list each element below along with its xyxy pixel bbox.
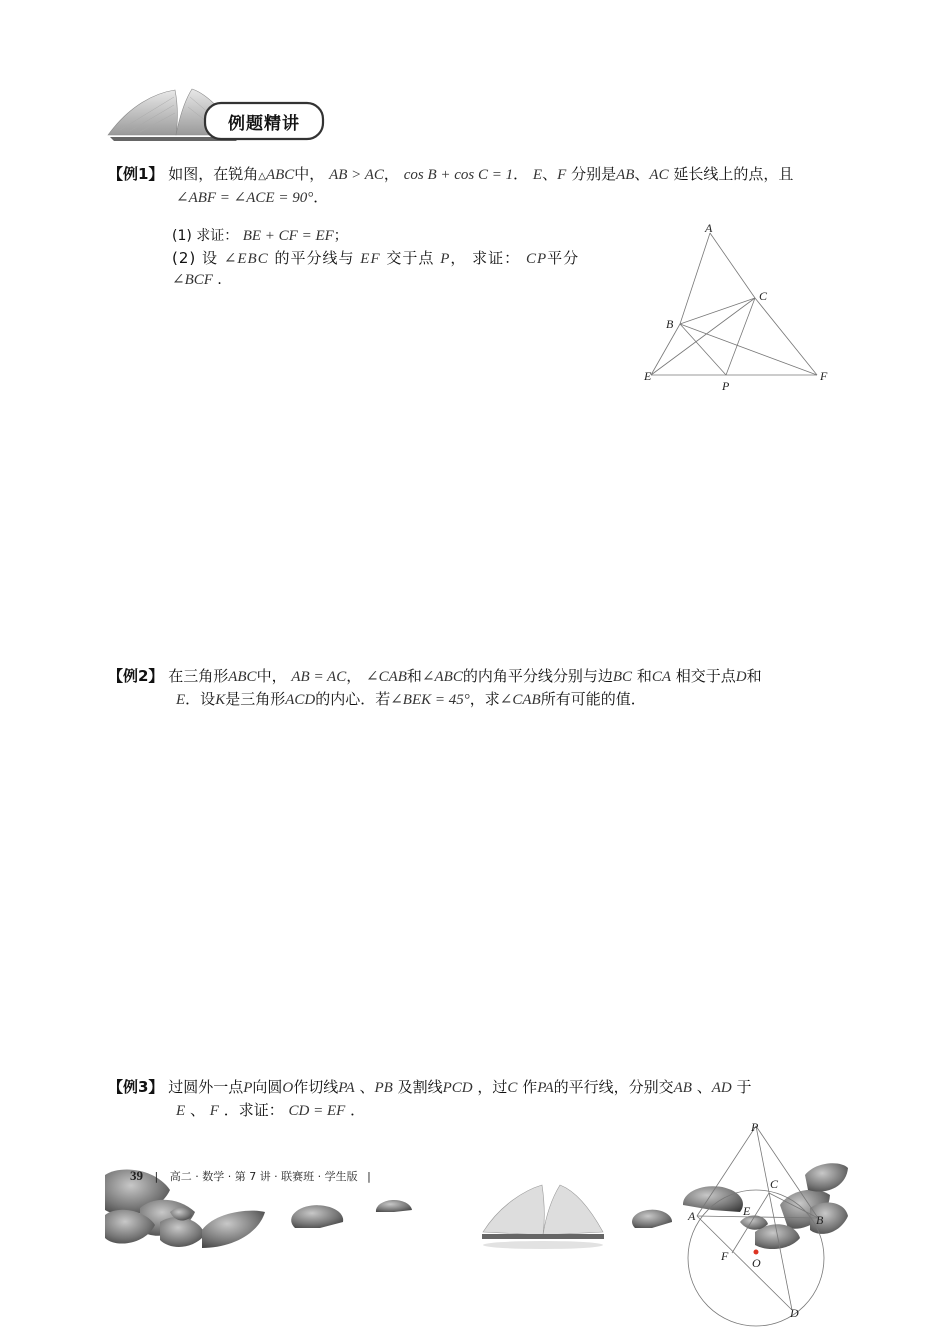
math: E [176, 692, 186, 708]
line-EC [651, 298, 755, 375]
text: 过圆外一点 [168, 1078, 244, 1096]
math: ∠ABF = ∠ACE = 90° [176, 190, 314, 206]
math: PA [537, 1080, 554, 1096]
text: ． [513, 165, 529, 183]
text: ， [346, 667, 362, 685]
lily-pad-icon [291, 1205, 343, 1228]
point-F-label: F [820, 369, 828, 383]
text: ．设 [185, 690, 216, 708]
point-E-label: E [644, 369, 652, 383]
example-2-line-1 [108, 665, 762, 688]
text: ， 求证： [450, 249, 521, 267]
example-1-part-2 [172, 246, 579, 271]
text: (2) 设 [172, 249, 219, 267]
math: AB > AC [329, 167, 384, 183]
math: PA [338, 1080, 355, 1096]
math: PB [374, 1080, 393, 1096]
text: 中， [294, 165, 325, 183]
text: 和 [636, 667, 652, 685]
text: 、 [634, 165, 650, 183]
line-AC [710, 233, 755, 298]
example-3-line-2 [176, 1099, 365, 1122]
section-title: 例题精讲 [228, 114, 300, 134]
lily-pad-icon [632, 1210, 672, 1228]
text: 的平行线，分别交 [553, 1078, 674, 1096]
math: ∠ABC [421, 669, 463, 685]
point-F-label: F [721, 1249, 729, 1263]
text: 所有可能的值． [540, 690, 646, 708]
text: 的内心．若 [315, 690, 391, 708]
math: D [735, 669, 747, 685]
text: ，求 [469, 690, 500, 708]
tangent-PA [697, 1126, 756, 1216]
text: 于 [736, 1078, 752, 1096]
line-BC [680, 298, 755, 324]
chord-AB [697, 1216, 818, 1218]
example-1-part-2-cont [172, 268, 231, 292]
text: 中， [256, 667, 287, 685]
center-O-dot [754, 1250, 759, 1255]
text: ，过 [477, 1078, 508, 1096]
footer-course-info: 高二 · 数学 · 第 7 讲 · 联赛班 · 学生版 [169, 1170, 358, 1183]
footer-bar [130, 1168, 371, 1184]
point-E-label: E [743, 1204, 751, 1218]
text: ．求证： [223, 1101, 284, 1119]
math: PCD [442, 1080, 473, 1096]
text: ； [333, 228, 348, 244]
line-BP [680, 324, 726, 375]
text: 及割线 [397, 1078, 443, 1096]
example-2-label: 【例2】 [108, 667, 164, 685]
text: 的内角平分线分别与边 [462, 667, 613, 685]
example-1-label: 【例1】 [108, 165, 164, 183]
point-A-label: A [705, 221, 713, 235]
text: 作切线 [293, 1078, 339, 1096]
line-AB [680, 233, 710, 324]
math: AB [673, 1080, 692, 1096]
math: BC [612, 669, 633, 685]
text: ， [383, 165, 399, 183]
math: F [557, 167, 567, 183]
line-BE [651, 324, 680, 375]
text: 、 [542, 165, 558, 183]
example-1-line-1 [108, 163, 793, 188]
text: 延长线上的点，且 [673, 165, 794, 183]
point-B-label: B [666, 317, 674, 331]
example-3-line-1 [108, 1076, 752, 1099]
example-1-line-2 [176, 186, 328, 209]
math: E [532, 167, 543, 183]
math: F [209, 1103, 219, 1119]
example-1-figure [638, 218, 838, 398]
line-CF [732, 1193, 769, 1253]
math: AB [616, 167, 635, 183]
text: 的平分线与 [274, 249, 355, 267]
math: ∠CAB [499, 692, 541, 708]
example-3-label: 【例3】 [108, 1078, 164, 1096]
point-O-label: O [752, 1256, 761, 1270]
line-CP [726, 298, 755, 375]
math: BE + CF = EF [242, 228, 334, 244]
math: O [282, 1080, 294, 1096]
point-C-label: C [770, 1177, 779, 1191]
point-P-label: P [722, 379, 730, 393]
math: CA [651, 669, 671, 685]
text: 、 [359, 1078, 375, 1096]
open-book-icon [482, 1185, 604, 1249]
text: 在三角形 [168, 667, 229, 685]
header-banner [100, 85, 330, 145]
point-D-label: D [790, 1306, 799, 1320]
text: 平分 [547, 249, 580, 267]
text: 作 [522, 1078, 538, 1096]
math: P [440, 251, 451, 267]
text: 是三角形 [225, 690, 286, 708]
text: ． [217, 272, 232, 288]
math: E [176, 1103, 186, 1119]
text: 和 [746, 667, 762, 685]
example-3-figure [680, 1118, 850, 1344]
math: ∠CAB [366, 669, 407, 685]
math: AC [649, 167, 669, 183]
lily-pad-icon [376, 1200, 412, 1212]
math: C [507, 1080, 518, 1096]
math: ABC [228, 669, 257, 685]
text: 、 [189, 1101, 205, 1119]
math: ∠BEK = 45° [390, 692, 470, 708]
page-number: 39 [130, 1168, 143, 1183]
math: AD [711, 1080, 732, 1096]
math: CP [525, 251, 548, 267]
text: (1) 求证： [172, 228, 239, 244]
text: 如图，在锐角 [168, 165, 259, 183]
text: 交于点 [386, 249, 435, 267]
text: 、 [696, 1078, 712, 1096]
point-A-label: A [688, 1209, 696, 1223]
math: ABC [265, 167, 295, 183]
math: K [215, 692, 226, 708]
text: ． [313, 188, 329, 206]
point-C-label: C [759, 289, 768, 303]
triangle-symbol: △ [258, 171, 266, 182]
text: 相交于点 [675, 667, 736, 685]
math: ACD [285, 692, 316, 708]
math: AB = AC [291, 669, 347, 685]
text: 向圆 [252, 1078, 283, 1096]
secant-PCD [756, 1126, 792, 1310]
footer-separator: | [367, 1170, 371, 1183]
footer-separator: | [154, 1170, 159, 1183]
point-P-label: P [751, 1120, 759, 1134]
example-2-line-2 [176, 688, 646, 711]
math: CD = EF [288, 1103, 346, 1119]
math: EF [360, 251, 381, 267]
math: ∠EBC [223, 251, 269, 267]
text: ． [350, 1101, 366, 1119]
text: 和 [406, 667, 422, 685]
math: cos B + cos C = 1 [403, 167, 514, 183]
chord-AD [697, 1216, 792, 1310]
text: 分别是 [571, 165, 617, 183]
point-B-label: B [816, 1213, 824, 1227]
line-CB [769, 1193, 818, 1218]
example-1-part-1 [172, 224, 348, 248]
math: P [243, 1080, 253, 1096]
math: ∠BCF [172, 272, 213, 288]
